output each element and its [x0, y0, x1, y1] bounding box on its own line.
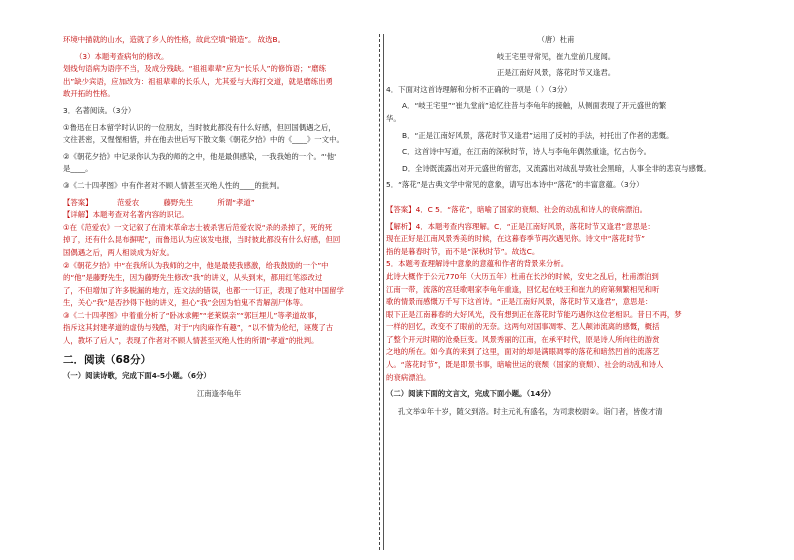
explanation-line: 出”缺少宾语，应加改为：祖祖辈辈的长乐人，尤其爱与大海打交道，就是磨练出勇	[63, 76, 333, 86]
explanation-line: ②《朝花夕拾》中“在我所认为我师的之中，他是最使我感激，给我鼓励的一个”中	[63, 260, 329, 270]
explanation-line: 歌的情景而感慨万千写下这首诗。“正是江南好风景，落花时节又逢君”，意思是：	[386, 297, 653, 307]
explanation-line: 指斥这其封建孝道的虚伪与残酷，对于“内肉麻作有趣”，“以不情为伦纪，诬蔑了古	[63, 323, 334, 333]
explanation-line: 国偶遇之后，两人相谈成为好友。	[63, 247, 174, 257]
explanation-line: 【解析】4．本题考查内容理解。C．“正是江南好风景，落花时节又逢君”意思是：	[386, 221, 655, 231]
explanation-line: 眼下正是江南暮春的大好风光，没有想到正在落花时节能巧遇你这位老相识。昔日不再，梦	[386, 309, 682, 319]
answer-line: 【答案】4．C 5．“落花”，暗喻了国家的衰颓、社会的动乱和诗人的衰病漂泊。	[386, 204, 648, 214]
explanation-line: 之地的所在。如今真的来到了这里，面对的却是满眼凋零的落花和暗然凹首的流落艺	[386, 347, 660, 357]
explanation-line: 指的是暮春时节，而不是“深秋时节”。故选C。	[386, 246, 540, 256]
question-5-title: 5．“落花”是古典文学中常见的意象，请写出本诗中“落花”的丰富意蕴。（3分）	[386, 180, 644, 190]
option-a: A．“岐王宅里”“崔九堂前”追忆往昔与李龟年的接触，从侧面表现了开元盛世的繁	[402, 101, 667, 111]
answer-row	[63, 197, 375, 209]
poem-title: 江南逢李龟年	[196, 388, 242, 398]
question-line: ③《二十四孝图》中有作者对不顾人情甚至灭绝人性的____的批判。	[63, 180, 284, 190]
explanation-line: 敢开拓的性格。	[63, 89, 115, 99]
question-line: 文往甚密，又惺惺相惜，并在他去世后写下散文集《朝花夕拾》中的《____》一文中。	[63, 135, 344, 145]
right-column	[386, 34, 726, 418]
section-heading: 二．阅读（68分）	[63, 353, 152, 366]
column-divider-dashed	[379, 34, 380, 550]
poem-line: 正是江南好风景，落花时节又逢君。	[496, 68, 616, 78]
poem-author: （唐）杜甫	[537, 35, 575, 44]
explanation-line: 一样的回忆，改变不了眼前的无奈。这两句对国事凋零、艺人颠沛流离的感慨，概括	[386, 322, 660, 332]
answer-label: 【答案】	[63, 197, 93, 207]
explanation-line: 此诗大概作于公元770年（大历五年）杜甫在长沙的时候，安史之乱后，杜甫漂泊到	[386, 271, 659, 281]
explanation-line: 人。“落花时节”，既是即景书事，暗喻世运的衰颓（国家的衰颓）、社会的动乱和诗人	[386, 360, 664, 370]
question-line: ①鲁迅在日本留学时认识的一位朋友，当时彼此都没有什么好感，但回国偶遇之后，	[63, 122, 336, 132]
answer-item: 藤野先生	[163, 197, 194, 207]
question-3-title: 3．名著阅读。（3分）	[63, 105, 136, 115]
question-line: 是____。	[63, 164, 93, 174]
column-divider-solid	[383, 34, 384, 550]
answer-item: 所谓“孝道”	[217, 197, 255, 207]
option-a-cont: 华。	[386, 113, 401, 123]
explanation-label: 【详解】	[63, 210, 93, 220]
answer-item: 范爱农	[116, 197, 140, 207]
explanation-head	[63, 209, 375, 221]
explanation-line: 掉了，还有什么昆布摒呢”，而鲁迅认为应该发电报，当时彼此都没有什么好感，但回	[63, 235, 341, 245]
poem-line: 岐王宅里寻常见，崔九堂前几度闻。	[496, 51, 616, 61]
subsection-heading: （一）阅读诗歌，完成下面4-5小题。（6分）	[63, 371, 211, 381]
explanation-line: 5．本题考查理解诗中意象的意蕴和作者的背景来分析。	[386, 259, 569, 269]
subsection-heading: （二）阅读下面的文言文，完成下面小题。（14分）	[386, 389, 556, 399]
explanation-text: 本题考查对名著内容的识记。	[92, 210, 189, 220]
passage-line: 孔文举①年十岁，随父到洛。时主元礼有盛名，为司隶校尉②。诣门者，皆俊才清	[398, 406, 663, 416]
question-4-title: 4．下面对这首诗理解和分析不正确的一项是（ ）（3分）	[386, 84, 572, 94]
explanation-line: 了，不但增加了许多脱漏的地方，连文法的错误，也都一一订正，表现了他对中国留学	[63, 285, 344, 295]
option-d: D．全诗既流露出对开元盛世的留恋，又流露出对战乱导致社会黑暗，人事全非的悲哀与感慨。	[402, 163, 711, 173]
explanation-line: 的“他”是藤野先生，因为藤野先生修改“我”的讲义，从头到末，都用红笔添改过	[63, 273, 323, 283]
option-c: C．这首诗中写道，在江南的深秋时节，诗人与李龟年偶然重逢，忆古伤今。	[402, 147, 652, 157]
question-line: ②《朝花夕拾》中记录你认为我的师的之中，他是最俱感染，一我我她的一个。“'他'	[63, 151, 337, 161]
explanation-line: 生，关心“我”是否抄得下他的讲义，担心“我”会因为怕鬼不肯解剖尸体等。	[63, 298, 308, 308]
option-b: B．“正是江南好风景，落花时节又逢君”运用了反衬的手法，衬托出了作者的悲慨。	[402, 130, 674, 140]
explanation-line: 划线句语病为语序不当，及成分残缺。“祖祖辈辈”应为“长乐人”的修饰语；“磨练	[63, 64, 327, 74]
explanation-line: ③《二十四孝图》中着重分析了“卧冰求鲤”“老莱娱亲”“郭巨埋儿”等孝道故事，	[63, 310, 322, 320]
explanation-line: 了整个开元时期的沧桑巨变。风景秀丽的江南，在承平时代，原是诗人所向往的游赏	[386, 334, 660, 344]
explanation-line: 江南一带，流落的宫廷歌唱家李龟年重逢，回忆起在岐王和崔九的府第频繁相见和听	[386, 284, 660, 294]
explanation-line: 的衰病漂泊。	[386, 372, 431, 382]
explanation-line: 现在正好是江南风景秀美的时候，在这暮春季节再次遇见你。诗文中“落花时节”	[386, 234, 645, 244]
left-column	[63, 34, 375, 400]
explanation-line: （3）本题考查病句的修改。	[75, 51, 169, 61]
explanation-line: 人，教坏了后人”，表现了作者对不顾人情甚至灭绝人性的所谓“孝道”的批判。	[63, 336, 319, 346]
answer-line: 环境中描就的山水，造就了乡人的性格，故此空填“锻造”。 故选B。	[63, 35, 286, 44]
explanation-line: ①在《范爱农》一文记叙了在清末革命志士被杀害后范爱农说“杀的杀掉了，死的死	[63, 222, 333, 232]
